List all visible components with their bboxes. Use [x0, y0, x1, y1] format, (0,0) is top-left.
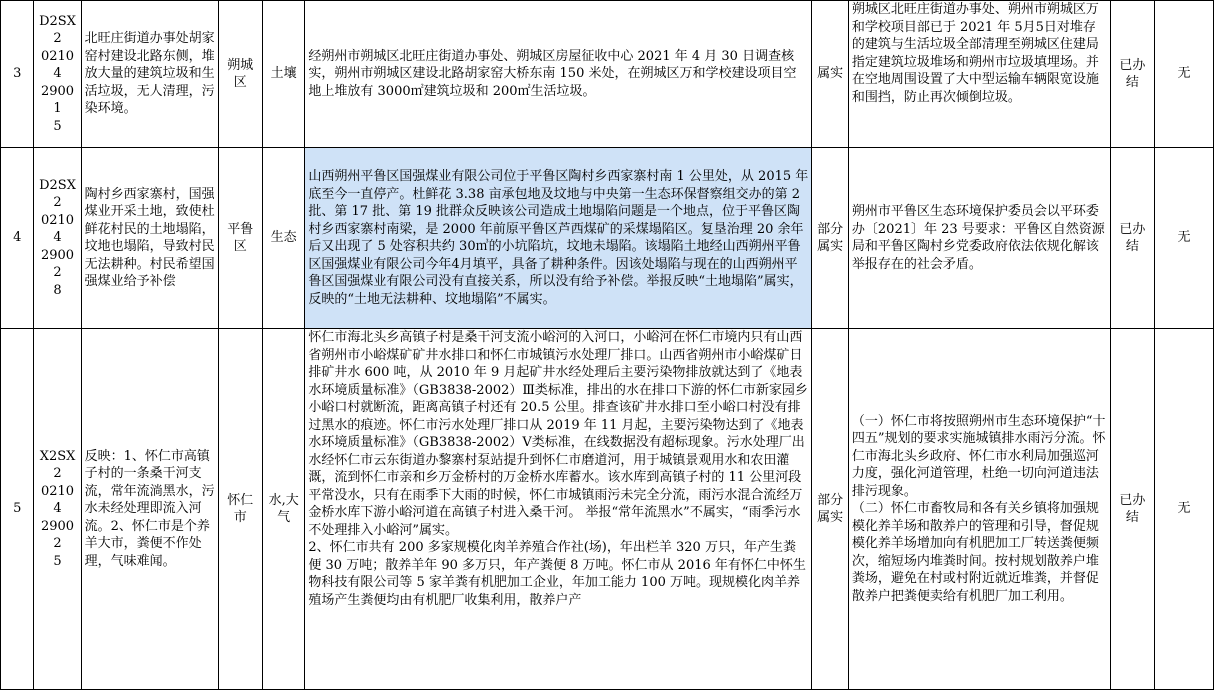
district-cell: 怀仁市 — [218, 329, 262, 690]
seq-cell: 5 — [1, 329, 34, 690]
status-cell: 已办结 — [1110, 1, 1154, 148]
investigation-cell: 怀仁市海北头乡高镇子村是桑干河支流小峪河的入河口，小峪河在怀仁市境内只有山西省朔州市小峪煤矿矿井水排口和怀仁市城镇污水处理厂排口。山西省朔州市小峪煤矿日排矿井水 600 吨，从 2010 年 9 月起矿井水经处理后主要污染物排放就达到了《地表水环境质量标准》（GB3838-2002）Ⅲ类标准，排出的水在排口下游的怀仁市新家园乡小峪口村就断流，距离高镇子村还有 20.5 公里。排查该矿井水排口至小峪口村没有排过黑水的痕迹。怀仁市污水处理厂排口从 2019 年 11 月起，主要污染物达到了《地表水环境质量标准》（GB3838-2002）Ⅴ类标准，在线数据没有超标现象。污水处理厂出水经怀仁市云东街道办黎寨村泵站提升到怀仁市磨道河，用于城镇景观用水和农田灌溉，流到怀仁市亲和乡万金桥村的万金桥水库蓄水。该水库到高镇子村的 11 公里河段平常没水，只有在雨季下大雨的时候，怀仁市城镇雨污未完全分流，雨污水混合流经万金桥水库下游小峪河道在高镇子村进入桑干河。 举报“常年流黑水”不属实，“雨季污水不处理排入小峪河”属实。 2、怀仁市共有 200 多家规模化肉羊养殖合作社(场)，年出栏羊 320 万只，年产生粪便 30 万吨；散养羊年 90 多万只，年产粪便 8 万吨。怀仁市从 2016 年有怀仁中怀生物科技有限公司等 5 家羊粪有机肥加工企业，年加工能力 100 万吨。现规模化肉羊养殖场产生粪便均由有机肥厂收集利用，散养户产 — [305, 329, 812, 690]
category-cell: 水,大气 — [262, 329, 304, 690]
verdict-cell: 部分属实 — [812, 148, 849, 329]
case-code-cell: D2SX2 02104 29002 8 — [34, 148, 81, 329]
table-row — [1, 1, 1214, 148]
accountability-cell: 无 — [1155, 148, 1214, 329]
complaint-cell: 北旺庄街道办事处胡家窑村建设北路东侧，堆放大量的建筑垃圾和生活垃圾，无人清理，污染环境。 — [81, 1, 218, 148]
seq-cell: 4 — [1, 148, 34, 329]
category-cell: 生态 — [262, 148, 304, 329]
accountability-cell: 无 — [1155, 1, 1214, 148]
measures-cell: 朔州市平鲁区生态环境保护委员会以平环委办〔2021〕年 23 号要求：平鲁区自然资源局和平鲁区陶村乡党委政府依法依规化解该举报存在的社会矛盾。 — [848, 148, 1110, 329]
complaint-cell: 陶村乡西家寨村，国强煤业开采土地，致使杜鲜花村民的土地塌陷，坟地也塌陷，导致村民无法耕种。村民希望国强煤业给予补偿 — [81, 148, 218, 329]
seq-cell: 3 — [1, 1, 34, 148]
table-row — [1, 148, 1214, 329]
complaint-cell: 反映：1、怀仁市高镇子村的一条桑干河支流，常年流淌黑水，污水未经处理即流入河流。2、怀仁市是个养羊大市，粪便不作处理，气味难闻。 — [81, 329, 218, 690]
investigation-cell: 经朔州市朔城区北旺庄街道办事处、朔城区房屋征收中心 2021 年 4 月 30 日调查核实，朔州市朔城区建设北路胡家窑大桥东南 150 米处，在朔城区万和学校建设项目空地上堆放有 3000㎡建筑垃圾和 200㎡生活垃圾。 — [305, 1, 812, 148]
status-cell: 已办结 — [1110, 329, 1154, 690]
verdict-cell: 属实 — [812, 1, 849, 148]
district-cell: 朔城区 — [218, 1, 262, 148]
verdict-cell: 部分属实 — [812, 329, 849, 690]
accountability-cell: 无 — [1155, 329, 1214, 690]
district-cell: 平鲁区 — [218, 148, 262, 329]
measures-cell: （一）怀仁市将按照朔州市生态环境保护“十四五”规划的要求实施城镇排水雨污分流。怀仁市海北头乡政府、怀仁市水利局加强巡河力度，强化河道管理，杜绝一切向河道违法排污现象。 （二）怀仁市畜牧局和各有关乡镇将加强规模化养羊场和散养户的管理和引导，督促规模化养羊场增加向有机肥加工厂转送粪便频次，缩短场内堆粪时间。按村规划散养户堆粪场，避免在村或村附近就近堆粪，并督促散养户把粪便卖给有机肥厂加工利用。 — [848, 329, 1110, 690]
table-row — [1, 329, 1214, 690]
investigation-cell: 山西朔州平鲁区国强煤业有限公司位于平鲁区陶村乡西家寨村南 1 公里处，从 2015 年底至今一直停产。杜鲜花 3.38 亩承包地及坟地与中央第一生态环保督察组交办的第 2 批、第 17 批、第 19 批群众反映该公司造成土地塌陷问题是一个地点，位于平鲁区陶村乡西家寨村南梁，是 2000 年前原平鲁区芦西煤矿的采煤塌陷区。复垦治理 20 余年后又出现了 5 处容积共约 30㎥的小坑陷坑，坟地未塌陷。该塌陷土地经山西朔州平鲁区国强煤业有限公司今年4月填平，具备了耕种条件。因该处塌陷与现在的山西朔州平鲁区国强煤业有限公司没有直接关系，所以没有给予补偿。举报反映“土地塌陷”属实，反映的“土地无法耕种、坟地塌陷”不属实。 — [305, 148, 812, 329]
case-code-cell: D2SX2 02104 29001 5 — [34, 1, 81, 148]
category-cell: 土壤 — [262, 1, 304, 148]
case-code-cell: X2SX2 02104 29002 5 — [34, 329, 81, 690]
status-cell: 已办结 — [1110, 148, 1154, 329]
measures-cell: 朔城区北旺庄街道办事处、朔州市朔城区万和学校项目部已于 2021 年 5月5日对堆存的建筑与生活垃圾全部清理至朔城区住建局指定建筑垃圾堆场和朔州市垃圾填埋场。并在空地周围设置了大中型运输车辆限宽设施和围挡，防止再次倾倒垃圾。 — [848, 1, 1110, 148]
